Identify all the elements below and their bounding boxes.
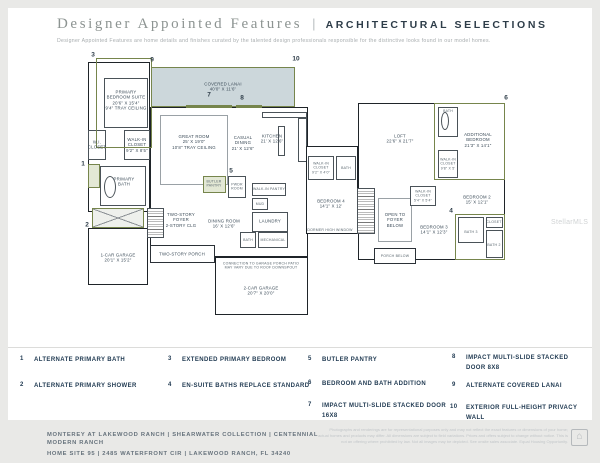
room-label: CONNECTION TO GARAGE PORCH PATIO MAY VARY DUE TO ROOF DOWNSPOUT <box>222 261 300 270</box>
watermark: StellarMLS <box>551 219 589 226</box>
legend-num: 1 <box>20 356 24 362</box>
legend-item: IMPACT MULTI-SLIDE STACKED DOOR 16X8 <box>322 403 447 419</box>
plan-marker-8: 8 <box>240 94 244 102</box>
footer-disclaimer: Photographs and renderings are for representational purposes only and may not reflect the exact features or dimensions of your home; actual homes and products may differ. All dimensions are subject to field variations. Prices and offers subject to change without notice. This is not an offering where prohibited by law. Not all images may be depicted. See onsite sales associate. Equal Housing Opportunity. <box>318 427 568 445</box>
room-label: MUD <box>255 201 265 206</box>
room-label: W.I. CLOSET <box>87 139 107 150</box>
legend-item: IMPACT MULTI-SLIDE STACKED DOOR 8X8 <box>466 355 569 371</box>
plan-marker-3: 3 <box>91 51 95 59</box>
room-label: DORMER HIGH WINDOW <box>307 227 353 232</box>
stairs <box>357 188 375 234</box>
room-label: BATH <box>341 165 351 170</box>
room-label: TWO-STORY PORCH <box>159 251 205 257</box>
legend-num: 5 <box>308 356 312 362</box>
room-label: LAUNDRY <box>259 218 281 224</box>
legend-item: EXTENDED PRIMARY BEDROOM <box>182 357 287 363</box>
room-label: WALK-IN PANTRY <box>252 186 286 191</box>
room-label: BATH 2 <box>487 242 501 247</box>
title-divider: | <box>312 16 316 31</box>
stacked-door-16x8 <box>186 105 232 108</box>
legend-item: EN-SUITE BATHS REPLACE STANDARD <box>182 383 310 389</box>
room-label: CASUAL DINING 21' X 12'6" <box>231 134 255 151</box>
room-label: BUTLER PANTRY <box>206 179 222 188</box>
room-label: KITCHEN 21' X 12'6" <box>260 133 284 144</box>
alt-primary-bath <box>88 164 100 188</box>
legend-num: 2 <box>20 382 24 388</box>
room-label: PORCH BELOW <box>380 253 410 258</box>
plan-marker-5: 5 <box>229 167 233 175</box>
room-label: MECHANICAL <box>260 237 286 242</box>
room-label: LOFT 22'6" X 21'7" <box>386 133 414 144</box>
room-label: PRIMARY BEDROOM SUITE 20'6" X 15'4" 9'4" TRAY CEILING <box>105 89 147 111</box>
page-subtitle: Designer Appointed Features are home details and finishes curated by the talented design professionals responsible for the distinctive looks found in our model homes. <box>57 38 491 44</box>
room-label: WALK-IN CLOSET 5'4" X 5'4" <box>413 189 433 203</box>
legend-num: 3 <box>168 356 172 362</box>
legend-item: BUTLER PANTRY <box>322 357 378 363</box>
room-label: DINING ROOM 16' X 12'6" <box>208 218 240 229</box>
room-label: OPEN TO FOYER BELOW <box>384 211 406 228</box>
room-label: WALK-IN CLOSET 9'2" X 4'0" <box>311 161 331 175</box>
plan-marker-4: 4 <box>449 207 453 215</box>
room-label: WALK-IN CLOSET 9'2" X 8'5" <box>126 136 148 153</box>
legend-item: BEDROOM AND BATH ADDITION <box>322 381 427 387</box>
legend-num: 6 <box>308 380 312 386</box>
plan-marker-1: 1 <box>81 160 85 168</box>
room-label: PRIMARY BATH <box>113 176 135 187</box>
room-label: GREAT ROOM 25' X 19'0" 10'8" TRAY CEILING <box>172 133 216 150</box>
room-label: TWO-STORY FOYER 2-STORY CLG <box>165 211 197 228</box>
room-label: BATH <box>243 237 253 242</box>
legend-item: ALTERNATE PRIMARY SHOWER <box>34 383 137 389</box>
legend-item: EXTERIOR FULL-HEIGHT PRIVACY WALL <box>466 405 578 421</box>
footer-line2: HOME SITE 95 | 2485 WATERFRONT CIR | LAKEWOOD RANCH, FL 34240 <box>47 450 291 457</box>
footer-line1: MONTEREY AT LAKEWOOD RANCH | SHEARWATER COLLECTION | CENTENNIAL MODERN RANCH <box>47 432 319 447</box>
legend-item: ALTERNATE COVERED LANAI <box>466 383 562 389</box>
room-label: ADDITIONAL BEDROOM 21'3" X 14'1" <box>464 131 492 148</box>
legend-num: 7 <box>308 402 312 408</box>
room-label: BEDROOM 3 14'1" X 12'3" <box>420 224 448 235</box>
plan-marker-9: 9 <box>150 56 154 64</box>
plan-marker-2: 2 <box>85 221 89 229</box>
room-label: CLOSET <box>486 219 502 224</box>
room-label: PWDR ROOM <box>231 182 243 191</box>
equal-housing-icon: ⌂ <box>571 429 588 446</box>
legend-item: ALTERNATE PRIMARY BATH <box>34 357 126 363</box>
legend-num: 8 <box>452 354 456 360</box>
room-label: BEDROOM 4 14'1" X 12' <box>317 198 345 209</box>
room-label: 1-CAR GARAGE 20'1" X 15'2" <box>100 252 136 263</box>
legend-num: 9 <box>452 382 456 388</box>
page-title-serif: Designer Appointed Features <box>57 16 303 32</box>
room-label: BEDROOM 2 15' X 12'1" <box>463 194 491 205</box>
footer-community-info <box>47 431 347 458</box>
legend-num: 4 <box>168 382 172 388</box>
legend-num: 10 <box>450 404 458 410</box>
page-title-caps: ARCHITECTURAL SELECTIONS <box>325 19 548 31</box>
alt-primary-shower <box>92 208 144 228</box>
room-label: COVERED LANAI 40'0" X 11'6" <box>204 81 242 92</box>
plan-marker-6: 6 <box>504 94 508 102</box>
stairs <box>147 208 164 238</box>
room-label: BATH <box>443 108 453 113</box>
stacked-door-8x8 <box>236 105 262 108</box>
plan-marker-7: 7 <box>207 91 211 99</box>
room-label: 2-CAR GARAGE 20'7" X 20'0" <box>243 285 279 296</box>
room-label: BATH 3 <box>464 229 478 234</box>
legend-divider <box>8 347 592 348</box>
room-label: WALK-IN CLOSET 9'8" X 5' <box>440 157 456 171</box>
plan-marker-10: 10 <box>292 55 300 63</box>
